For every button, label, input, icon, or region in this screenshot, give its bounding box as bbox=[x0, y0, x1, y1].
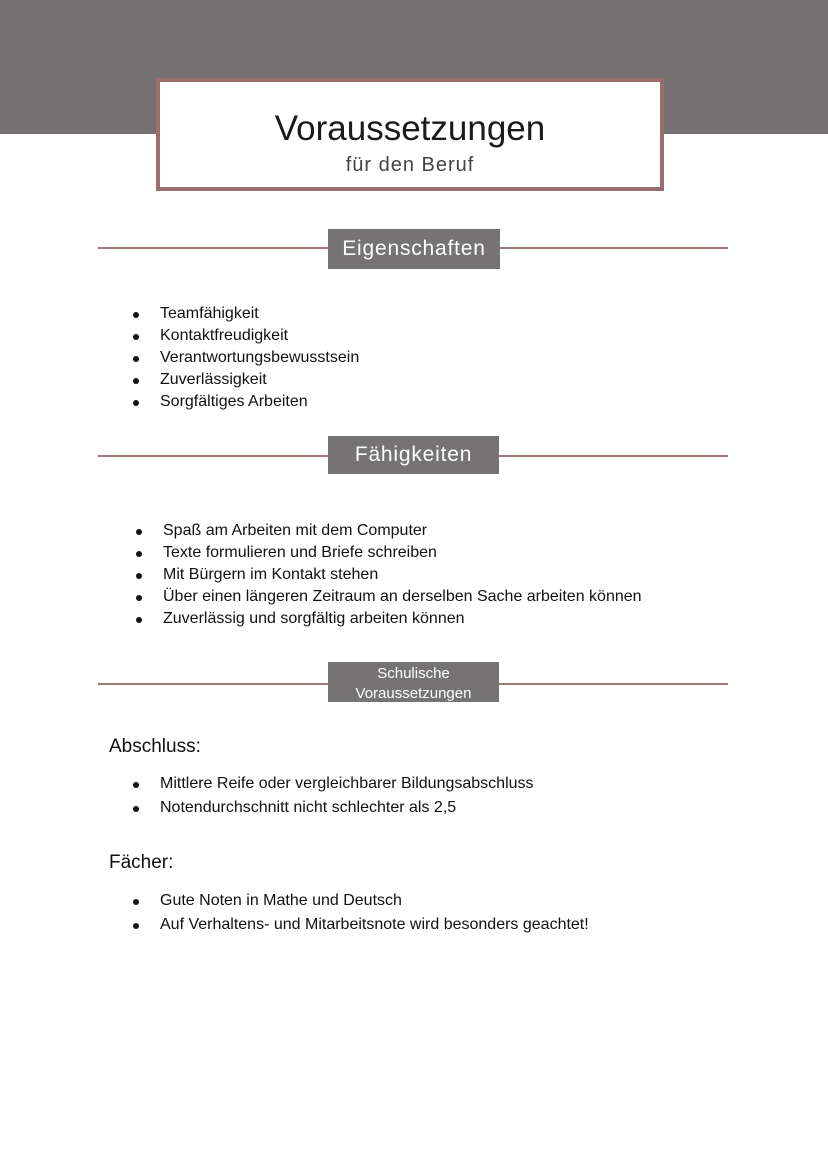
faecher-list bbox=[133, 890, 589, 936]
title-box bbox=[156, 78, 664, 191]
faecher-heading: Fächer: bbox=[109, 852, 174, 873]
section-label-faehigkeiten: Fähigkeiten bbox=[328, 436, 499, 474]
list-item: Zuverlässigkeit bbox=[133, 369, 359, 391]
section-label-eigenschaften: Eigenschaften bbox=[328, 229, 500, 269]
list-item: Kontaktfreudigkeit bbox=[133, 325, 359, 347]
section-label-line: Voraussetzungen bbox=[355, 685, 472, 702]
list-item: Texte formulieren und Briefe schreiben bbox=[136, 542, 642, 564]
eigenschaften-list bbox=[133, 303, 359, 413]
abschluss-heading: Abschluss: bbox=[109, 736, 201, 757]
list-item: Mittlere Reife oder vergleichbarer Bildungsabschluss bbox=[133, 773, 534, 795]
page-subtitle: für den Beruf bbox=[345, 154, 475, 176]
list-item: Zuverlässig und sorgfältig arbeiten können bbox=[136, 608, 642, 630]
list-item: Gute Noten in Mathe und Deutsch bbox=[133, 890, 589, 912]
list-item: Verantwortungsbewusstsein bbox=[133, 347, 359, 369]
list-item: Spaß am Arbeiten mit dem Computer bbox=[136, 520, 642, 542]
list-item: Notendurchschnitt nicht schlechter als 2,5 bbox=[133, 797, 534, 819]
abschluss-list bbox=[133, 773, 534, 819]
list-item: Über einen längeren Zeitraum an derselben Sache arbeiten können bbox=[136, 586, 642, 608]
list-item: Teamfähigkeit bbox=[133, 303, 359, 325]
list-item: Mit Bürgern im Kontakt stehen bbox=[136, 564, 642, 586]
section-label-schulisch bbox=[328, 662, 499, 702]
list-item: Auf Verhaltens- und Mitarbeitsnote wird besonders geachtet! bbox=[133, 914, 589, 936]
section-label-line: Schulische bbox=[377, 665, 450, 682]
list-item: Sorgfältiges Arbeiten bbox=[133, 391, 359, 413]
page-title: Voraussetzungen bbox=[274, 109, 546, 148]
faehigkeiten-list bbox=[136, 520, 642, 630]
